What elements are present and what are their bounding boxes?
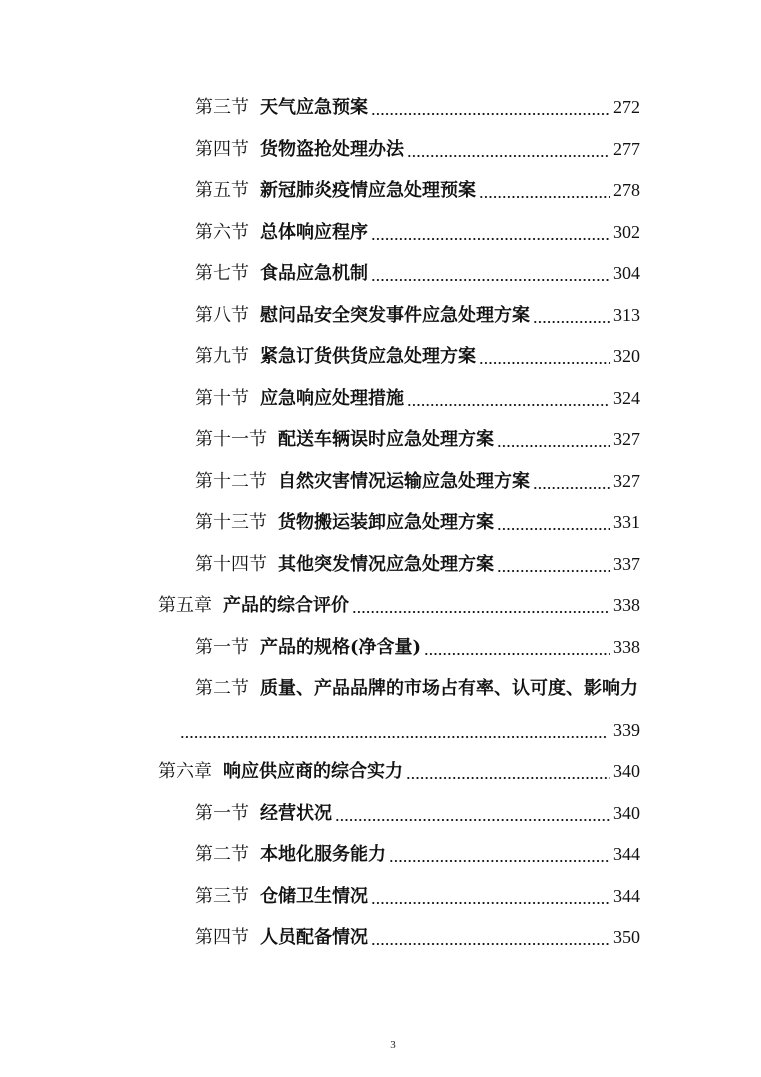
entry-title: 配送车辆误时应急处理方案 (278, 429, 494, 450)
toc-entry (158, 295, 640, 337)
entry-title: 质量、产品品牌的市场占有率、认可度、影响力 (260, 678, 638, 699)
toc-entry (158, 793, 640, 835)
entry-label: 第八节 (195, 304, 249, 326)
dot-leader (479, 170, 610, 212)
toc-chapter-entry (158, 751, 640, 793)
dot-leader (424, 627, 610, 669)
toc-entry (158, 876, 640, 918)
dot-leader (352, 585, 610, 627)
entry-label: 第六节 (195, 221, 249, 243)
entry-label: 第三节 (195, 885, 249, 907)
entry-page-number: 344 (613, 844, 640, 864)
toc-entry (158, 212, 640, 254)
entry-title: 产品的规格(净含量) (260, 636, 422, 658)
entry-title: 本地化服务能力 (260, 844, 386, 865)
chapter-title: 响应供应商的综合实力 (223, 761, 403, 782)
entry-title: 慰问品安全突发事件应急处理方案 (260, 304, 530, 326)
entry-title: 货物盗抢处理办法 (260, 138, 404, 160)
toc-entry (158, 834, 640, 876)
dot-leader (497, 502, 610, 544)
entry-title: 天气应急预案 (260, 97, 368, 118)
entry-page-number: 324 (613, 387, 640, 408)
chapter-label: 第五章 (158, 595, 212, 616)
entry-label: 第十四节 (195, 553, 267, 575)
toc-entry (158, 544, 640, 586)
dot-leader (371, 876, 610, 918)
entry-title: 经营状况 (260, 802, 332, 824)
dot-leader (533, 461, 610, 503)
entry-page-number: 340 (613, 802, 640, 823)
entry-page-number: 272 (613, 97, 640, 117)
wrapped-entry-text (158, 668, 645, 710)
entry-title: 货物搬运装卸应急处理方案 (278, 512, 494, 533)
entry-page-number: 304 (613, 263, 640, 283)
entry-page-number: 302 (613, 221, 640, 242)
entry-page-number: 339 (613, 719, 640, 740)
entry-label: 第十二节 (195, 470, 267, 492)
entry-page-number: 331 (613, 512, 640, 532)
dot-leader (479, 336, 610, 378)
toc-entry (158, 336, 640, 378)
entry-title: 自然灾害情况运输应急处理方案 (278, 470, 530, 492)
dot-leader (371, 87, 610, 129)
entry-label: 第九节 (195, 346, 249, 367)
entry-page-number: 337 (613, 553, 640, 574)
entry-title: 食品应急机制 (260, 263, 368, 284)
toc-entry (158, 419, 640, 461)
entry-page-number: 313 (613, 304, 640, 325)
entry-page-number: 350 (613, 927, 640, 947)
entry-page-number: 338 (613, 636, 640, 657)
entry-label: 第十节 (195, 387, 249, 409)
toc-entry (158, 461, 640, 503)
dot-leader (371, 917, 610, 959)
entry-label: 第三节 (195, 97, 249, 118)
dot-leader (180, 710, 608, 752)
table-of-contents (158, 87, 640, 959)
entry-title: 其他突发情况应急处理方案 (278, 553, 494, 575)
entry-title: 紧急订货供货应急处理方案 (260, 346, 476, 367)
entry-page-number: 278 (613, 180, 640, 200)
toc-entry (158, 170, 640, 212)
entry-page-number: 340 (613, 761, 640, 781)
entry-page-number: 327 (613, 429, 640, 449)
dot-leader (406, 751, 610, 793)
entry-title: 仓储卫生情况 (260, 885, 368, 907)
toc-entry (158, 129, 640, 171)
toc-entry (158, 253, 640, 295)
toc-entry (158, 627, 640, 669)
entry-label: 第二节 (195, 678, 249, 699)
entry-title: 应急响应处理措施 (260, 387, 404, 409)
entry-label: 第四节 (195, 138, 249, 160)
dot-leader (407, 378, 610, 420)
entry-label: 第十三节 (195, 512, 267, 533)
page-footer-number: 3 (390, 1039, 396, 1051)
dot-leader (533, 295, 610, 337)
toc-entry (158, 917, 640, 959)
entry-page-number: 320 (613, 346, 640, 366)
toc-entry (158, 502, 640, 544)
entry-label: 第五节 (195, 180, 249, 201)
dot-leader (389, 834, 610, 876)
dot-leader (497, 419, 610, 461)
entry-label: 第四节 (195, 927, 249, 948)
entry-title: 总体响应程序 (260, 221, 368, 243)
dot-leader (335, 793, 610, 835)
toc-entry (158, 87, 640, 129)
toc-entry (158, 378, 640, 420)
entry-page-number: 327 (613, 470, 640, 491)
dot-leader (497, 544, 610, 586)
entry-label: 第一节 (195, 636, 249, 658)
chapter-label: 第六章 (158, 761, 212, 782)
entry-title: 新冠肺炎疫情应急处理预案 (260, 180, 476, 201)
entry-title: 人员配备情况 (260, 927, 368, 948)
entry-label: 第七节 (195, 263, 249, 284)
entry-page-number: 277 (613, 138, 640, 159)
entry-label: 第二节 (195, 844, 249, 865)
dot-leader (371, 212, 610, 254)
entry-page-number: 344 (613, 885, 640, 906)
dot-leader (407, 129, 610, 171)
entry-label: 第一节 (195, 802, 249, 824)
toc-entry-wrapped (158, 668, 640, 751)
entry-page-number: 338 (613, 595, 640, 615)
entry-label: 第十一节 (195, 429, 267, 450)
dot-leader (371, 253, 610, 295)
toc-chapter-entry (158, 585, 640, 627)
chapter-title: 产品的综合评价 (223, 595, 349, 616)
